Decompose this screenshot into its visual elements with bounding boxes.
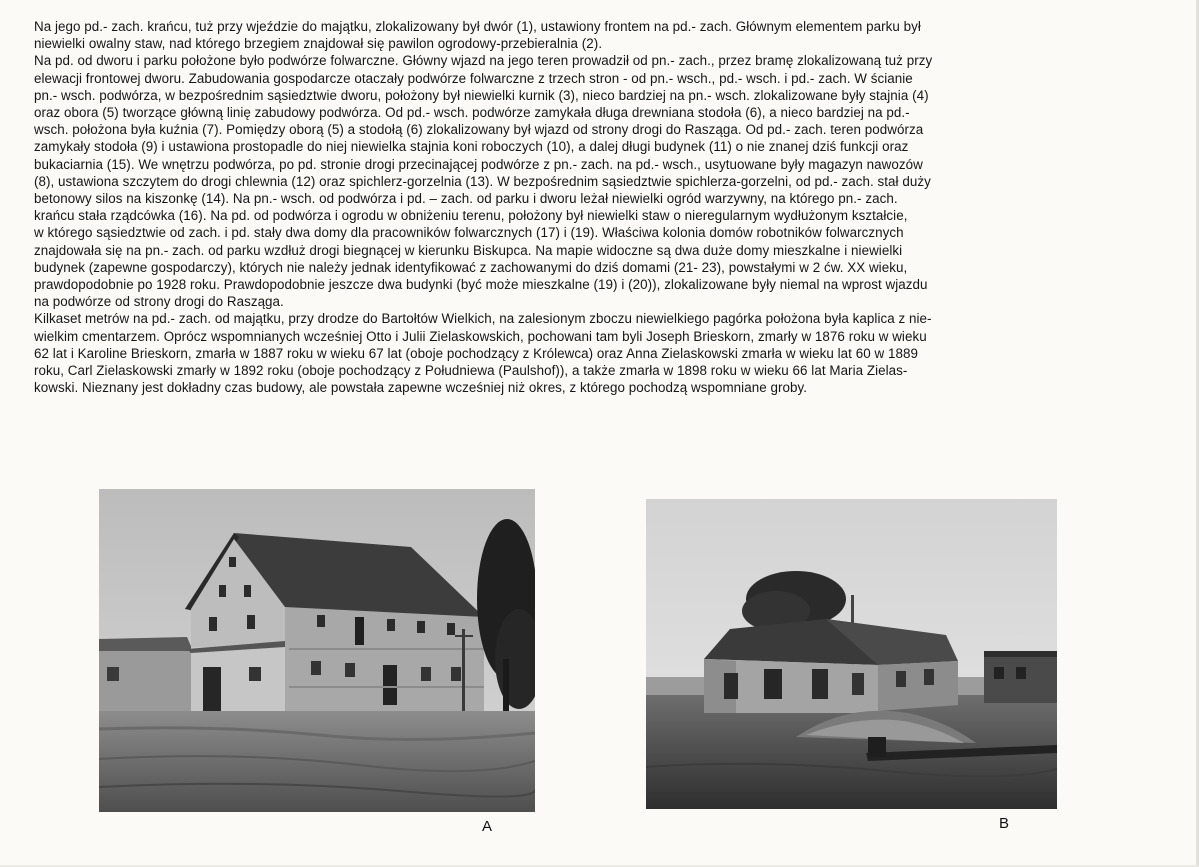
text-line: niewielki owalny staw, nad którego brzegiem znajdował się pawilon ogrodowy-przebieralnia (2). — [34, 36, 603, 52]
text-line: znajdowała się na pn.- zach. od parku wzdłuż drogi biegnącej w kierunku Biskupca. Na mapie widoczne są dwa duże domy mieszkalne i niewielki — [34, 242, 903, 258]
text-line: bukaciarnia (15). We wnętrzu podwórza, po pd. stronie drogi przecinającej podwórze z pn.- zach. na pd.- wsch., usytuowane były magazyn nawozów — [34, 156, 923, 172]
text-line: betonowy silos na kiszonkę (14). Na pn.- wsch. od podwórza i pd. – zach. od parku i dworu leżał niewielki ogród warzywny, na którego pn.- zach. — [34, 191, 898, 207]
photo-a-farm-building — [99, 489, 535, 812]
document-text — [34, 18, 1159, 396]
text-line: prawdopodobnie po 1928 roku. Prawdopodobnie jeszcze dwa budynki (być może mieszkalne (19) i (20)), zlokalizowane były niemal na wprost wjazdu — [34, 277, 928, 293]
text-line: wsch. położona była kuźnia (7). Pomiędzy oborą (5) a stodołą (6) zlokalizowany był wjazd od strony drogi do Rasząga. Od pd.- zach. teren podwórza — [34, 122, 924, 138]
photo-b-farm-building — [646, 499, 1057, 809]
text-line: krańcu stała rządcówka (16). Na pd. od podwórza i ogrodu w obniżeniu terenu, położony był niewielki staw o nieregularnym wydłużonym kształcie, — [34, 208, 908, 224]
text-line: (8), ustawiona szczytem do drogi chlewnia (12) oraz spichlerz-gorzelnia (13). W bezpośrednim sąsiedztwie spichlerza-gorzelni, od pd.- zach. stał duży — [34, 173, 931, 189]
text-line: elewacji frontowej dworu. Zabudowania gospodarcze otaczały podwórze folwarczne z trzech stron - od pn.- wsch., pd.- wsch. i pd.- zach. W ścianie — [34, 70, 913, 86]
text-line: w którego sąsiedztwie od zach. i pd. stały dwa domy dla pracowników folwarcznych (17) i (19). Właściwa kolonia domów robotników folwarcznych — [34, 225, 904, 241]
text-line: Na pd. od dworu i parku położone było podwórze folwarczne. Główny wjazd na jego teren prowadził od pn.- zach., przez bramę zlokalizowaną tuż przy — [34, 53, 933, 69]
text-line: oraz obora (5) tworzące główną linię zabudowy podwórza. Od pd.- wsch. podwórze zamykała długa drewniana stodoła (6), a nieco bardziej na pd.- — [34, 105, 910, 121]
figure-caption-b: B — [999, 815, 1010, 832]
paragraph-chapel-cemetery — [34, 310, 1159, 396]
text-line: roku, Carl Zielaskowski zmarły w 1892 roku (oboje pochodzący z Południewa (Paulshof)), a także zmarła w 1898 roku w wieku 66 lat Maria Zielas- — [34, 363, 908, 379]
text-line: na podwórze od strony drogi do Rasząga. — [34, 294, 284, 310]
text-line: Kilkaset metrów na pd.- zach. od majątku, przy drodze do Bartołtów Wielkich, na zalesionym zboczu niewielkiego pagórka położona była kaplica z nie- — [34, 311, 932, 327]
photo-b-image — [646, 499, 1057, 809]
text-line: pn.- wsch. podwórza, w bezpośrednim sąsiedztwie dworu, położony był niewielki kurnik (3), nieco bardziej na pn.- wsch. zlokalizowane były stajnia (4) — [34, 87, 929, 103]
text-line: zamykały stodoła (9) i ustawiona prostopadle do niej niewielka stajnia koni roboczych (10), a dalej długi budynek (11) o nie znanej dziś funkcji oraz — [34, 139, 909, 155]
figure-caption-a: A — [482, 818, 493, 835]
paragraph-farmyard — [34, 52, 1159, 310]
text-line: budynek (zapewne gospodarczy), których nie należy jednak identyfikować z zachowanymi do dziś domami (21- 23), powstałymi w 2 ćw. XX wieku, — [34, 259, 908, 275]
text-line: 62 lat i Karoline Brieskorn, zmarła w 1887 roku w wieku 67 lat (oboje pochodzący z Królewca) oraz Anna Zielaskowski zmarła w wieku lat 60 w 1889 — [34, 345, 918, 361]
text-line: wielkim cmentarzem. Oprócz wspomnianych wcześniej Otto i Julii Zielaskowskich, pochowani tam byli Joseph Brieskorn, zmarły w 1876 roku w wieku — [34, 328, 927, 344]
text-line: Na jego pd.- zach. krańcu, tuż przy wjeździe do majątku, zlokalizowany był dwór (1), ustawiony frontem na pd.- zach. Głównym elementem parku był — [34, 19, 921, 34]
paragraph-manor-park — [34, 18, 1159, 52]
photo-a-image — [99, 489, 535, 812]
text-line: kowski. Nieznany jest dokładny czas budowy, ale powstała zapewne wcześniej niż okres, z którego pochodzą wspomniane groby. — [34, 380, 807, 396]
